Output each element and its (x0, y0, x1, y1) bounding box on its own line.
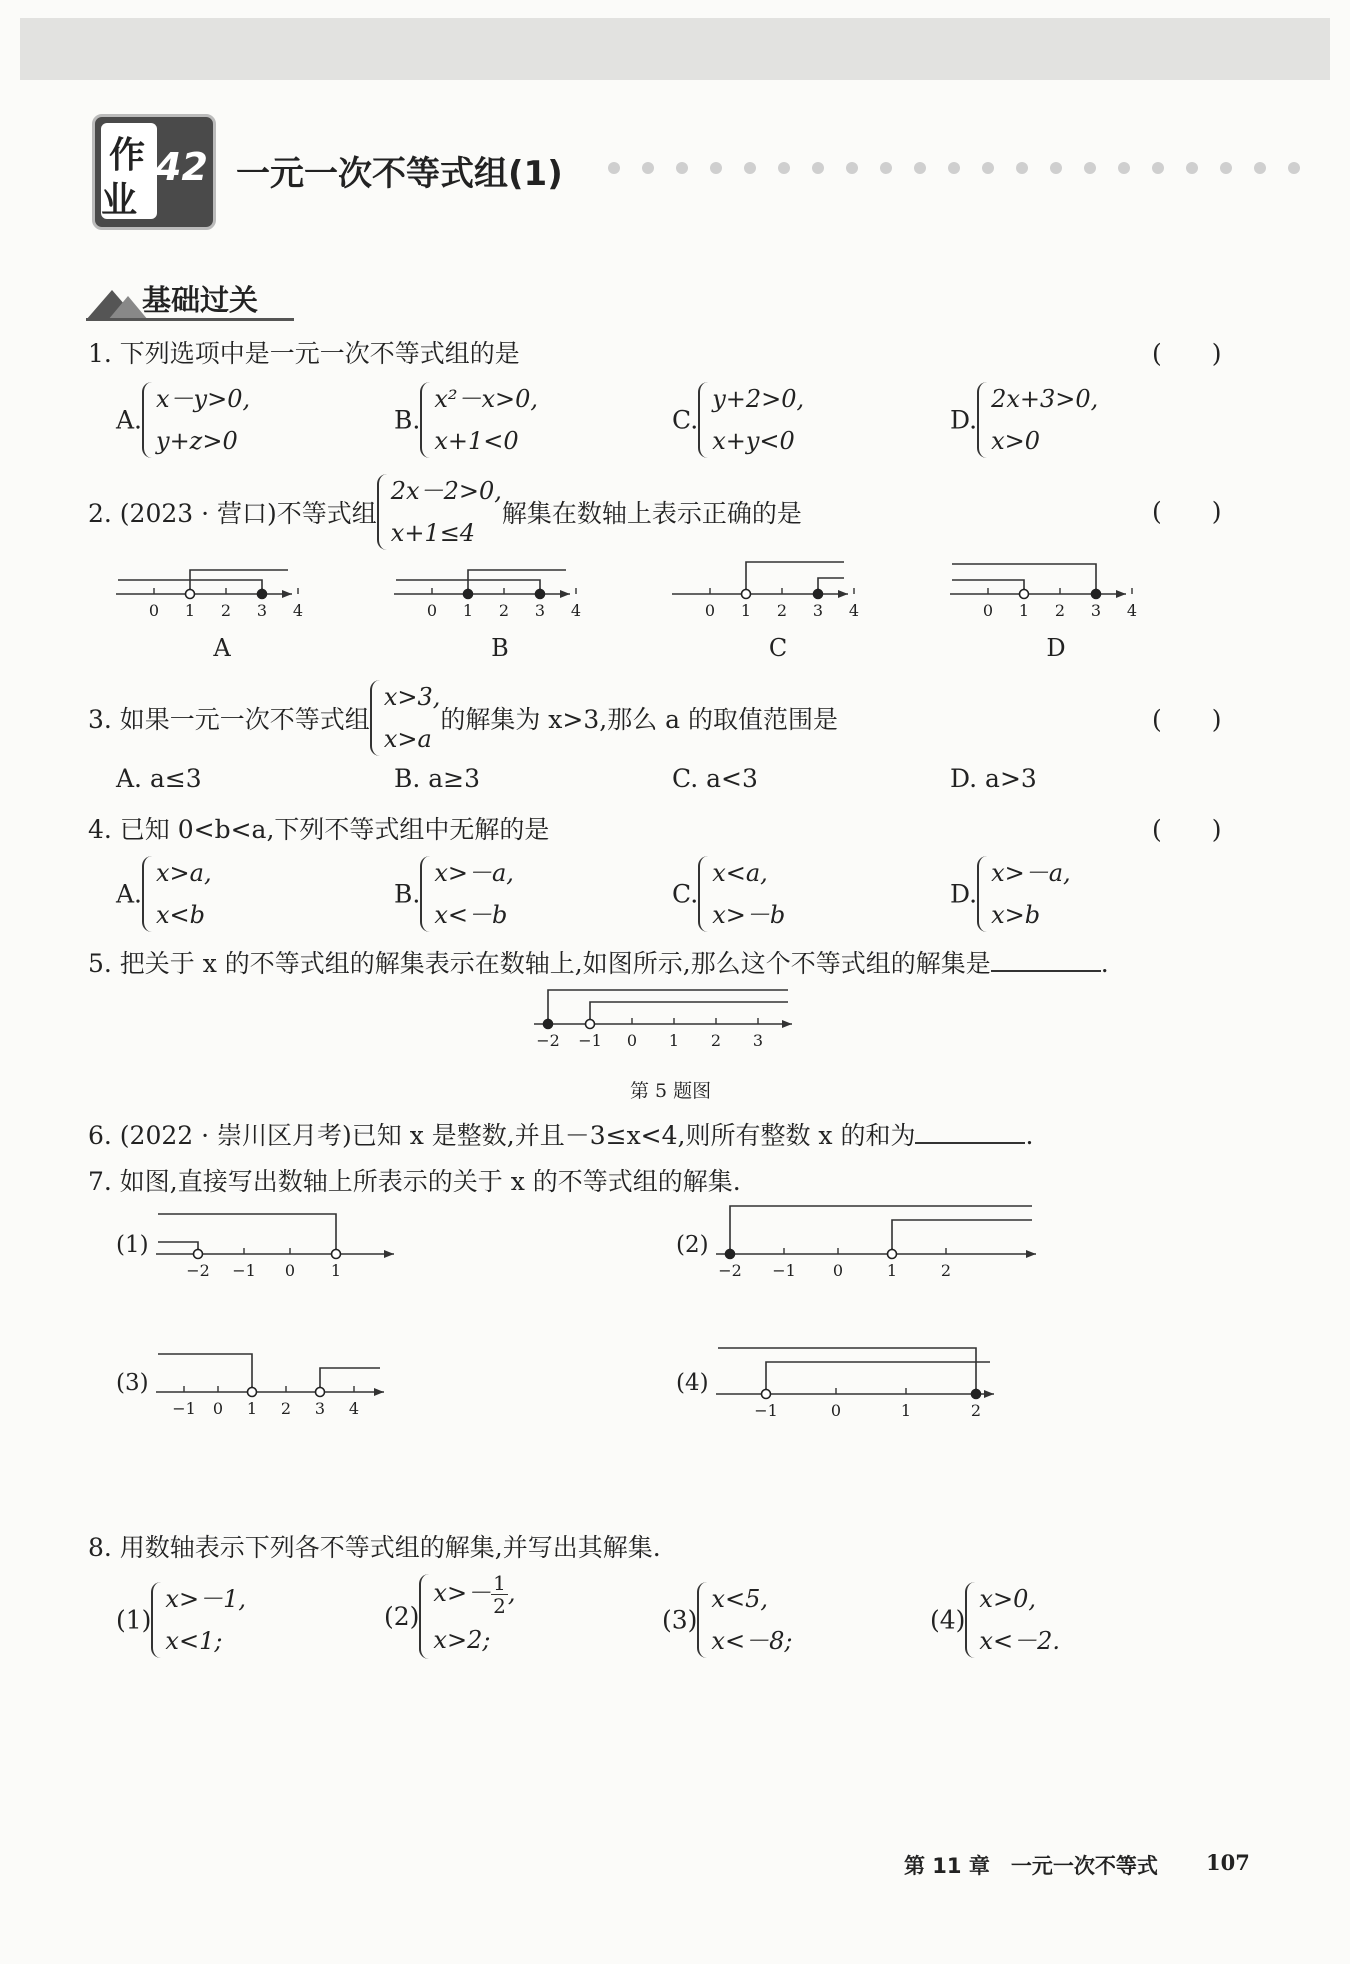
tick-label: 0 (284, 1261, 296, 1280)
tick-label: 2 (970, 1401, 982, 1420)
q3-option-b: B. a≥3 (394, 764, 481, 793)
q1-option-a: A. x－y>0, y+z>0 (116, 378, 250, 462)
solution-ray (158, 1242, 198, 1254)
q2-option-label: B (491, 634, 509, 662)
tick-label: −1 (754, 1401, 778, 1420)
tick-label: 1 (886, 1261, 898, 1280)
q2-option-b-number-line (394, 570, 581, 662)
tick-label: 3 (314, 1399, 326, 1418)
axis-arrow (782, 1020, 792, 1028)
q2-stem: 2. (2023 · 营口)不等式组 2x－2>0, x+1≤4 解集在数轴上表示正确的是 (88, 470, 802, 554)
q1-option-d: D. 2x+3>0, x>0 (950, 378, 1098, 462)
title-dot (642, 162, 654, 174)
tick-label: 2 (776, 601, 788, 620)
tick-label: 1 (246, 1399, 258, 1418)
q4-option-d: D. x>－a, x>b (950, 852, 1071, 936)
closed-endpoint (544, 1020, 553, 1029)
closed-endpoint (1092, 590, 1101, 599)
q6-answer-blank[interactable] (915, 1142, 1025, 1144)
q4-answer-paren[interactable]: ( ) (1152, 815, 1222, 844)
open-endpoint (888, 1250, 897, 1259)
title-dot (676, 162, 688, 174)
solution-ray (730, 1206, 1032, 1254)
title-dot (1050, 162, 1062, 174)
q8-part4: (4) x>0, x<－2. (930, 1578, 1060, 1662)
open-endpoint (586, 1020, 595, 1029)
title-dot (948, 162, 960, 174)
tick-label: −2 (186, 1261, 210, 1280)
title-dot-row (606, 158, 1326, 178)
q5-caption: 第 5 题图 (630, 1080, 712, 1102)
q8-part3: (3) x<5, x<－8; (662, 1578, 792, 1662)
badge-char-bottom: 业 (101, 180, 138, 221)
tick-label: 0 (626, 1031, 638, 1050)
title-dot (710, 162, 722, 174)
open-endpoint (248, 1388, 257, 1397)
axis-arrow (1116, 590, 1126, 598)
tick-label: 0 (148, 601, 160, 620)
solution-ray (892, 1220, 1032, 1254)
page-number: 107 (1206, 1850, 1250, 1875)
open-endpoint (1020, 590, 1029, 599)
tick-label: −2 (536, 1031, 560, 1050)
open-endpoint (316, 1388, 325, 1397)
tick-label: 1 (740, 601, 752, 620)
q5-answer-blank[interactable] (991, 970, 1101, 972)
badge-number: 42 (155, 145, 208, 189)
closed-endpoint (972, 1390, 981, 1399)
axis-arrow (282, 590, 292, 598)
q3-answer-paren[interactable]: ( ) (1152, 705, 1222, 734)
q2-option-c-number-line (672, 562, 859, 662)
solution-ray (548, 990, 788, 1024)
open-endpoint (194, 1250, 203, 1259)
q1-option-c: C. y+2>0, x+y<0 (672, 378, 804, 462)
tick-label: 3 (1090, 601, 1102, 620)
tick-label: 4 (570, 601, 582, 620)
q5-stem: 5. 把关于 x 的不等式组的解集表示在数轴上,如图所示,那么这个不等式组的解集是 . (88, 949, 1109, 978)
title-dot (608, 162, 620, 174)
q8-part2: (2) x>－ $\frac{1}{2}$ , x>2; (384, 1570, 515, 1663)
open-endpoint (332, 1250, 341, 1259)
tick-label: 2 (1054, 601, 1066, 620)
q6-stem: 6. (2022 · 崇川区月考)已知 x 是整数,并且－3≤x<4,则所有整数 x 的和为 . (88, 1121, 1034, 1150)
q7-part2-number-line (710, 1196, 1070, 1290)
open-endpoint (742, 590, 751, 599)
tick-label: 4 (348, 1399, 360, 1418)
tick-label: 2 (280, 1399, 292, 1418)
homework-badge (92, 114, 216, 230)
q7-part4-label: (4) (676, 1370, 709, 1396)
tick-label: 0 (704, 601, 716, 620)
tick-label: 3 (256, 601, 268, 620)
tick-label: 1 (184, 601, 196, 620)
section-underline (86, 318, 294, 321)
q1-answer-paren[interactable]: ( ) (1152, 339, 1222, 368)
tick-label: 4 (292, 601, 304, 620)
axis-arrow (374, 1388, 384, 1396)
solution-ray (766, 1362, 990, 1394)
title-dot (1084, 162, 1096, 174)
q2-option-label: C (768, 634, 788, 662)
solution-ray (158, 1214, 336, 1254)
solution-ray (320, 1368, 380, 1392)
title-dot (812, 162, 824, 174)
title-dot (982, 162, 994, 174)
q2-option-a-number-line (116, 570, 303, 662)
q7-stem: 7. 如图,直接写出数轴上所表示的关于 x 的不等式组的解集. (88, 1167, 741, 1196)
solution-ray (718, 1348, 976, 1394)
closed-endpoint (726, 1250, 735, 1259)
tick-label: 2 (498, 601, 510, 620)
q7-part1-number-line (150, 1200, 410, 1290)
tick-label: 4 (848, 601, 860, 620)
q2-option-diagrams (110, 548, 1170, 668)
solution-ray (468, 570, 566, 594)
axis-arrow (560, 590, 570, 598)
tick-label: −1 (172, 1399, 196, 1418)
tick-label: 1 (462, 601, 474, 620)
section-title: 基础过关 (142, 283, 259, 317)
q2-answer-paren[interactable]: ( ) (1152, 497, 1222, 526)
tick-label: 0 (830, 1401, 842, 1420)
footer-chapter: 第 11 章 一元一次不等式 (904, 1854, 1158, 1878)
q4-option-a: A. x>a, x<b (116, 852, 212, 936)
axis-arrow (838, 590, 848, 598)
title-dot (1220, 162, 1232, 174)
q7-part3-number-line (150, 1340, 400, 1430)
tick-label: 0 (212, 1399, 224, 1418)
q7-part3-label: (3) (116, 1370, 149, 1396)
tick-label: 2 (220, 601, 232, 620)
tick-label: 0 (982, 601, 994, 620)
q4-stem: 4. 已知 0<b<a,下列不等式组中无解的是 (88, 815, 550, 844)
tick-label: −1 (578, 1031, 602, 1050)
tick-label: 1 (668, 1031, 680, 1050)
q2-option-label: A (213, 634, 231, 662)
q7-part1-label: (1) (116, 1232, 149, 1258)
closed-endpoint (464, 590, 473, 599)
tick-label: −1 (232, 1261, 256, 1280)
tick-label: 3 (752, 1031, 764, 1050)
badge-char-top: 作 (109, 135, 146, 176)
tick-label: 0 (832, 1261, 844, 1280)
solution-ray (158, 1354, 252, 1392)
q5-number-line (530, 980, 810, 1050)
tick-label: 2 (940, 1261, 952, 1280)
title-dot (1118, 162, 1130, 174)
title-dot (914, 162, 926, 174)
tick-label: 3 (534, 601, 546, 620)
q1-option-b: B. x²－x>0, x+1<0 (394, 378, 538, 462)
title-dot (880, 162, 892, 174)
closed-endpoint (258, 590, 267, 599)
title-dot (1254, 162, 1266, 174)
tick-label: 1 (900, 1401, 912, 1420)
tick-label: 1 (330, 1261, 342, 1280)
title-dot (744, 162, 756, 174)
axis-arrow (1026, 1250, 1036, 1258)
q7-part2-label: (2) (676, 1232, 709, 1258)
q8-stem: 8. 用数轴表示下列各不等式组的解集,并写出其解集. (88, 1533, 661, 1562)
page-title: 一元一次不等式组(1) (236, 154, 563, 194)
q2-option-label: D (1046, 634, 1066, 662)
q4-option-b: B. x>－a, x<－b (394, 852, 514, 936)
title-dot (778, 162, 790, 174)
closed-endpoint (814, 590, 823, 599)
q3-option-d: D. a>3 (950, 764, 1037, 793)
tick-label: 2 (710, 1031, 722, 1050)
q8-part1: (1) x>－1, x<1; (116, 1578, 246, 1662)
q3-option-c: C. a<3 (672, 764, 758, 793)
tick-label: 3 (812, 601, 824, 620)
title-dot (1152, 162, 1164, 174)
solution-ray (190, 570, 288, 594)
title-dot (1288, 162, 1300, 174)
q7-part4-number-line (710, 1332, 1010, 1432)
tick-label: 4 (1126, 601, 1138, 620)
tick-label: −1 (772, 1261, 796, 1280)
title-dot (1016, 162, 1028, 174)
tick-label: 0 (426, 601, 438, 620)
tick-label: 1 (1018, 601, 1030, 620)
title-dot (1186, 162, 1198, 174)
axis-arrow (384, 1250, 394, 1258)
q1-stem: 1. 下列选项中是一元一次不等式组的是 (88, 339, 520, 368)
axis-arrow (984, 1390, 994, 1398)
q3-option-a: A. a≤3 (116, 764, 202, 793)
open-endpoint (762, 1390, 771, 1399)
q2-option-d-number-line (950, 564, 1137, 662)
q3-stem: 3. 如果一元一次不等式组 x>3, x>a 的解集为 x>3,那么 a 的取值范围是 (88, 676, 838, 760)
q4-option-c: C. x<a, x>－b (672, 852, 785, 936)
open-endpoint (186, 590, 195, 599)
top-shadow-band (20, 18, 1330, 80)
tick-label: −2 (718, 1261, 742, 1280)
title-dot (846, 162, 858, 174)
closed-endpoint (536, 590, 545, 599)
